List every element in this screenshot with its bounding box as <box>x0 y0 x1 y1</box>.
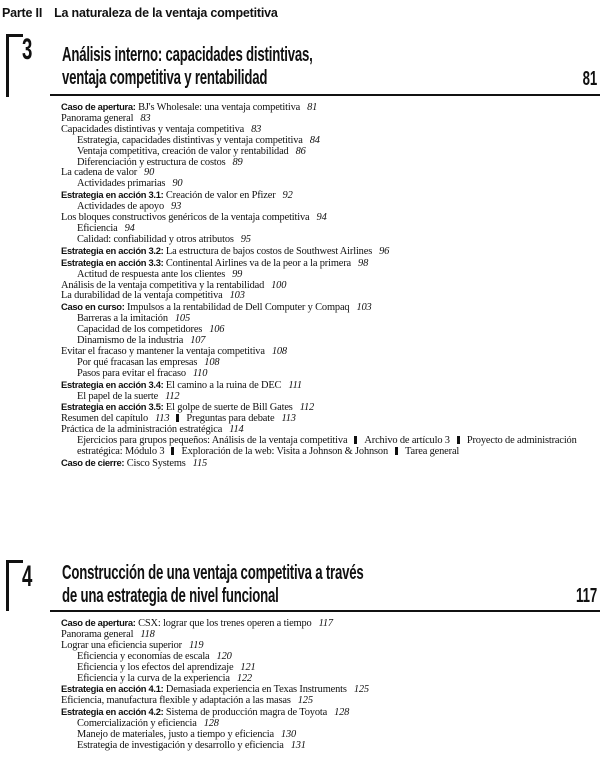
entry-text: Resumen del capítulo <box>61 413 149 425</box>
entry-page: 94 <box>316 212 327 224</box>
entry-text: Pasos para evitar el fracaso <box>77 367 186 379</box>
separator-bar <box>395 447 398 455</box>
entry-label: Estrategia en acción 4.2: <box>61 706 164 718</box>
entry-text: Estrategia, capacidades distintivas y ventaja competitiva <box>77 134 303 146</box>
entry-page: 108 <box>204 356 220 368</box>
chapter-number: 3 <box>22 33 33 66</box>
chapter-title-line: ventaja competitiva y rentabilidad <box>62 67 268 89</box>
entry-text: Actividades de apoyo <box>77 201 165 213</box>
entry-page: 103 <box>229 290 245 302</box>
entry-text: Eficiencia <box>77 222 118 234</box>
part-title: La naturaleza de la ventaja competitiva <box>54 6 278 20</box>
chapter-title-line: de una estrategia de nivel funcional <box>62 585 279 607</box>
entry-page: 125 <box>353 684 369 696</box>
entry-page: 110 <box>192 367 208 379</box>
entry-page: 95 <box>240 233 251 245</box>
entry-page: 90 <box>172 178 183 190</box>
entry-page: 86 <box>295 145 306 157</box>
entry-text: Exploración de la web: Visita a Johnson & Johnson <box>181 446 389 458</box>
entry-text: Impulsos a la rentabilidad de Dell Computer y Compaq <box>126 302 350 314</box>
entry-page: 105 <box>174 313 191 325</box>
entry-text: Capacidades distintivas y ventaja competitiva <box>61 123 245 135</box>
entry-label: Estrategia en acción 4.1: <box>61 683 164 695</box>
chapter-rule <box>50 94 600 96</box>
entry-label: Caso de apertura: <box>61 101 136 112</box>
entry-text: Panorama general <box>61 628 134 640</box>
chapter-bracket <box>6 560 23 611</box>
chapter-bracket <box>6 34 23 97</box>
toc-subentry <box>61 436 600 458</box>
entry-label: Estrategia en acción 3.5: <box>61 401 164 413</box>
entry-page: 128 <box>203 718 219 730</box>
entry-page: 118 <box>140 628 155 640</box>
entry-page: 112 <box>299 402 315 414</box>
entry-text: Los bloques constructivos genéricos de la ventaja competitiva <box>61 212 310 224</box>
entry-page: 108 <box>271 345 287 357</box>
entry-page: 84 <box>309 134 320 146</box>
entry-page: 113 <box>281 413 296 425</box>
entry-text: La estructura de bajos costos de Southwest Airlines <box>165 245 373 257</box>
entry-text: Archivo de artículo 3 <box>364 435 450 447</box>
entry-page: 81 <box>307 102 318 113</box>
entry-text: La durabilidad de la ventaja competitiva <box>61 290 223 302</box>
entry-page: 120 <box>216 650 232 662</box>
chapter-title-line: Análisis interno: capacidades distintivas, <box>62 44 313 66</box>
entry-page: 119 <box>189 639 204 651</box>
entry-label: Estrategia en acción 3.3: <box>61 256 164 268</box>
entry-page: 121 <box>240 661 256 673</box>
separator-bar <box>176 414 179 422</box>
entry-page: 99 <box>232 268 243 280</box>
entry-text: Por qué fracasan las empresas <box>77 356 198 368</box>
entry-page: 106 <box>209 324 225 336</box>
entry-text: Calidad: confiabilidad y otros atributos <box>77 233 234 245</box>
separator-bar <box>354 436 357 444</box>
toc-subentry <box>61 158 600 169</box>
entry-page: 96 <box>379 245 390 257</box>
entry-page: 131 <box>290 739 306 751</box>
entry-text: Análisis de la ventaja competitiva y la rentabilidad <box>61 279 265 291</box>
entry-page: 128 <box>334 707 350 719</box>
chapter-toc <box>61 102 600 470</box>
entry-text: Lograr una eficiencia superior <box>61 639 182 651</box>
entry-text: Panorama general <box>61 112 134 124</box>
entry-page: 92 <box>282 190 293 202</box>
entry-text: Eficiencia y los efectos del aprendizaje <box>77 661 234 673</box>
entry-page: 93 <box>171 201 182 213</box>
entry-text: Barreras a la imitación <box>77 313 168 325</box>
chapter-page: 117 <box>575 585 597 607</box>
chapter-toc <box>61 618 600 752</box>
entry-text: Preguntas para debate <box>186 413 275 425</box>
entry-text: Cisco Systems <box>126 458 186 469</box>
entry-text: Capacidad de los competidores <box>77 324 203 336</box>
chapter-title-line: Construcción de una ventaja competitiva a través <box>62 562 364 584</box>
chapter-page: 81 <box>582 68 597 90</box>
entry-text: Continental Airlines va de la peor a la primera <box>165 257 352 269</box>
entry-page: 112 <box>165 390 180 402</box>
part-number: Parte II <box>2 6 43 20</box>
entry-text: Ejercicios para grupos pequeños: Análisis de la ventaja competitiva <box>77 435 348 447</box>
separator-bar <box>457 436 460 444</box>
entry-label: Caso de cierre: <box>61 457 125 468</box>
entry-text: Creación de valor en Pfizer <box>165 190 276 202</box>
entry-label: Estrategia en acción 3.1: <box>61 189 164 201</box>
chapter-rule <box>50 610 600 612</box>
entry-page: 98 <box>358 257 369 269</box>
entry-page: 107 <box>190 335 206 347</box>
entry-text: Proyecto de administración estratégica: Módulo 3 <box>77 435 577 458</box>
chapter-title <box>62 44 313 90</box>
entry-page: 89 <box>232 156 243 168</box>
entry-text: Estrategia de investigación y desarrollo y eficiencia <box>77 739 284 751</box>
toc-feature-entry <box>61 458 600 470</box>
entry-page: 90 <box>144 167 155 179</box>
toc-subentry <box>61 741 600 752</box>
entry-text: El papel de la suerte <box>77 390 159 402</box>
entry-text: Ventaja competitiva, creación de valor y rentabilidad <box>77 145 289 157</box>
entry-text: CSX: lograr que los trenes operen a tiempo <box>138 618 312 629</box>
entry-page: 114 <box>229 424 244 436</box>
separator-bar <box>171 447 174 455</box>
entry-text: Demasiada experiencia en Texas Instruments <box>165 684 347 696</box>
entry-text: Manejo de materiales, justo a tiempo y eficiencia <box>77 729 274 741</box>
entry-text: Comercialización y eficiencia <box>77 718 197 730</box>
toc-entry <box>61 213 600 224</box>
entry-text: Actitud de respuesta ante los clientes <box>77 268 226 280</box>
entry-page: 130 <box>280 729 297 741</box>
entry-page: 100 <box>271 279 287 291</box>
entry-text: Sistema de producción magra de Toyota <box>165 707 328 719</box>
entry-page: 113 <box>155 413 170 425</box>
entry-page: 115 <box>192 458 208 469</box>
entry-text: Actividades primarias <box>77 178 166 190</box>
entry-page: 125 <box>297 695 313 707</box>
entry-label: Caso en curso: <box>61 301 125 313</box>
entry-label: Caso de apertura: <box>61 617 136 628</box>
entry-text: BJ's Wholesale: una ventaja competitiva <box>138 102 301 113</box>
entry-text: Evitar el fracaso y mantener la ventaja competitiva <box>61 345 265 357</box>
entry-page: 103 <box>356 302 372 314</box>
entry-page: 122 <box>236 672 252 684</box>
toc-entry <box>61 291 600 302</box>
entry-label: Estrategia en acción 3.4: <box>61 378 164 390</box>
part-heading <box>2 6 278 20</box>
entry-label: Estrategia en acción 3.2: <box>61 244 164 256</box>
entry-page: 83 <box>251 123 262 135</box>
entry-text: Dinamismo de la industria <box>77 335 184 347</box>
entry-text: Diferenciación y estructura de costos <box>77 156 226 168</box>
entry-page: 94 <box>124 222 135 234</box>
entry-text: El camino a la ruina de DEC <box>165 379 282 391</box>
entry-text: El golpe de suerte de Bill Gates <box>165 402 293 414</box>
entry-page: 111 <box>288 379 302 391</box>
entry-text: Eficiencia y economías de escala <box>77 650 210 662</box>
entry-page: 83 <box>140 112 151 124</box>
chapter-number: 4 <box>22 560 33 593</box>
entry-text: Eficiencia, manufactura flexible y adaptación a las masas <box>61 695 291 707</box>
entry-text: Práctica de la administración estratégica <box>61 424 223 436</box>
entry-text: Tarea general <box>405 446 460 458</box>
entry-text: La cadena de valor <box>61 167 138 179</box>
chapter-title <box>62 562 364 608</box>
entry-page: 117 <box>318 618 333 629</box>
entry-text: Eficiencia y la curva de la experiencia <box>77 672 230 684</box>
